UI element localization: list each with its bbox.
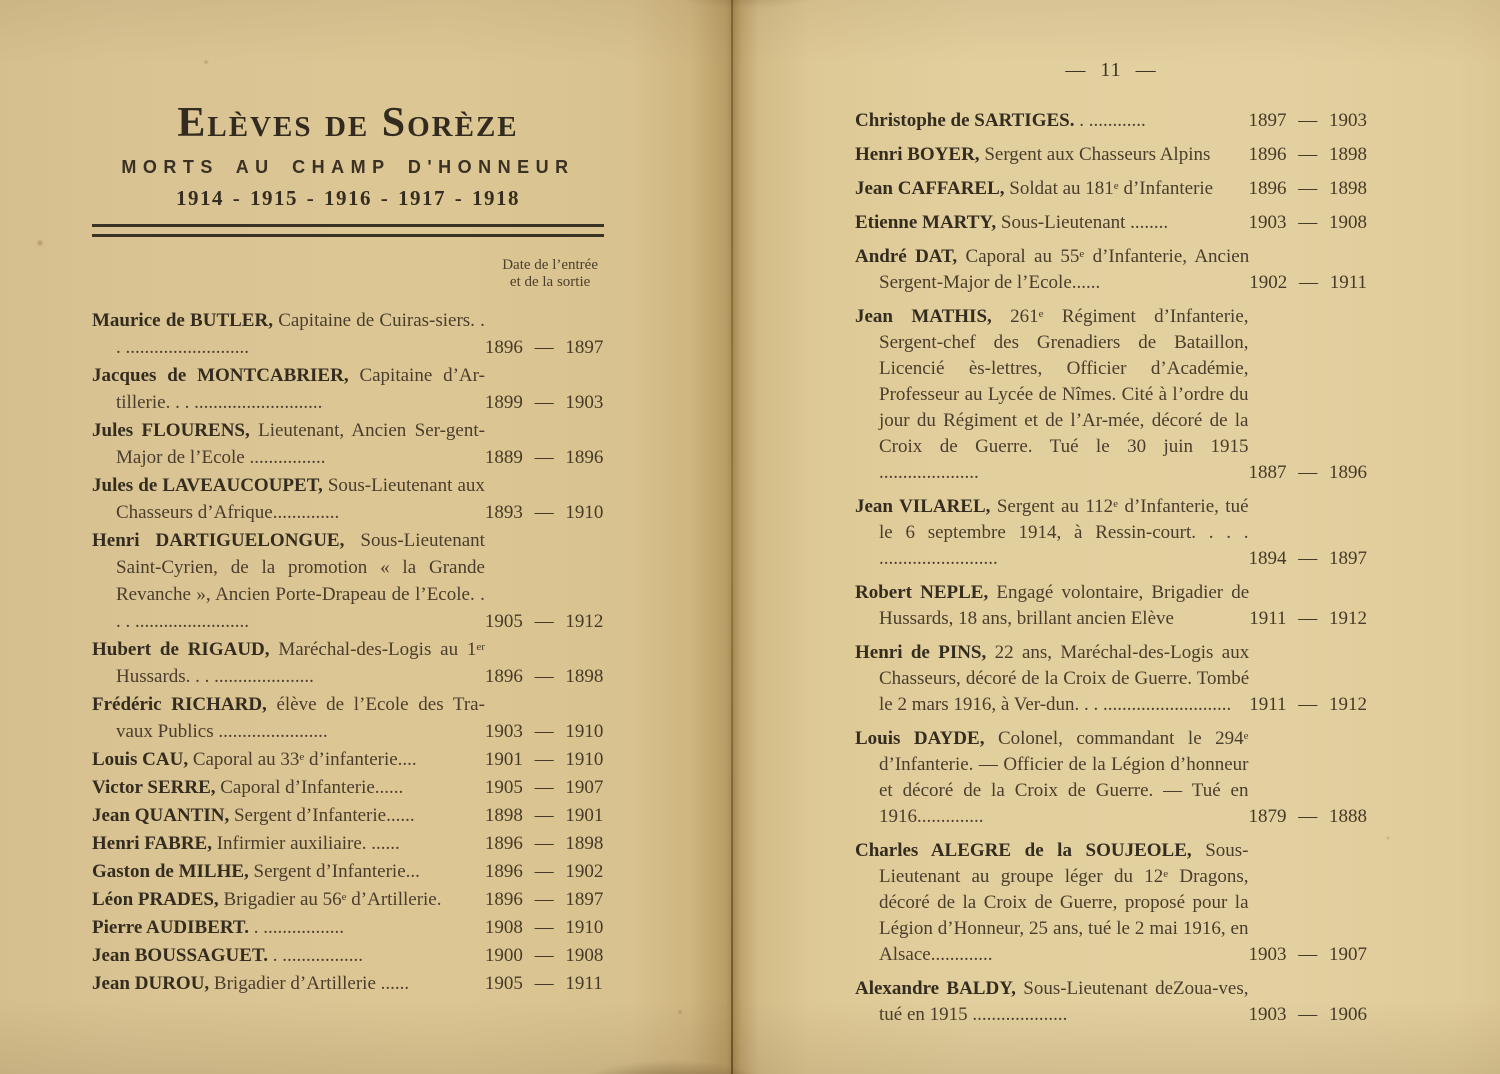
entry-description: élève de l’Ecole des Tra-vaux Publics ....................... <box>116 694 485 742</box>
entry-years: 1898 — 1901 <box>484 805 604 826</box>
date-header-line2: et de la sortie <box>509 274 591 290</box>
entry-description: 261e Régiment d’Infanterie, Sergent-chef des Grenadiers de Bataillon, Licencié ès-lettres, Officier d’Académie, Professeur au Lycée de Nîmes. Cité à l’ordre du jour du Régiment et de l’Ar-mée, décoré de la Croix de Guerre. Tué le 30 juin 1915 ..................... <box>879 306 1249 483</box>
entry-description: Sous-Lieutenant ........ <box>1000 212 1169 233</box>
entry-years: 1903 — 1910 <box>484 721 604 742</box>
entry-text <box>92 472 485 526</box>
memorial-entry <box>92 362 604 416</box>
entry-years: 1887 — 1896 <box>1248 462 1367 483</box>
entry-text <box>92 417 485 471</box>
date-header-line1: Date de l’entrée <box>502 257 598 273</box>
entry-text <box>855 976 1249 1028</box>
entry-years: 1893 — 1910 <box>484 502 604 523</box>
entry-years: 1896 — 1898 <box>484 666 604 687</box>
entry-description: Maréchal-des-Logis au 1er Hussards. . . ..................... <box>116 639 485 687</box>
memorial-list-right <box>855 108 1367 1028</box>
entry-description: Sergent d’Infanterie... <box>253 861 420 882</box>
entry-text <box>855 726 1249 830</box>
title-divider <box>92 224 604 237</box>
entry-description: Engagé volontaire, Brigadier de Hussards, 18 ans, brillant ancien Elève <box>879 582 1250 629</box>
entry-name: Etienne MARTY, <box>855 212 997 233</box>
memorial-entry <box>855 210 1367 236</box>
entry-text <box>855 142 1249 168</box>
entry-name: Jean DUROU, <box>92 973 210 994</box>
entry-name: Henri de PINS, <box>855 642 987 663</box>
entry-description: 22 ans, Maréchal-des-Logis aux Chasseurs, décoré de la Croix de Guerre. Tombé le 2 mars 1916, à Ver-dun. . . ........................... <box>879 642 1250 715</box>
entry-name: André DAT, <box>855 246 958 267</box>
memorial-entry <box>855 580 1367 632</box>
entry-text <box>855 640 1249 718</box>
memorial-list-left <box>92 307 604 997</box>
entry-description: . ............ <box>1079 110 1146 131</box>
entry-text <box>92 970 485 997</box>
entry-name: Jean QUANTIN, <box>92 805 230 826</box>
entry-description: Sous-Lieutenant au groupe léger du 12e Dragons, décoré de la Croix de Guerre, proposé pour la Légion d’Honneur, 25 ans, tué le 2 mai 1916, en Alsace............. <box>879 840 1249 965</box>
memorial-entry <box>92 802 604 829</box>
entry-text <box>855 244 1249 296</box>
entry-description: . ................. <box>253 917 344 938</box>
memorial-entry <box>92 942 604 969</box>
entry-name: Jean MATHIS, <box>855 306 992 327</box>
entry-name: Christophe de SARTIGES. <box>855 110 1075 131</box>
entry-years: 1903 — 1906 <box>1248 1004 1367 1025</box>
entry-text <box>92 691 485 745</box>
entry-name: Henri BOYER, <box>855 144 980 165</box>
entry-years: 1905 — 1912 <box>484 611 604 632</box>
entry-years: 1897 — 1903 <box>1248 110 1367 131</box>
entry-years: 1911 — 1912 <box>1249 694 1367 715</box>
entry-text <box>92 858 485 885</box>
entry-years: 1896 — 1902 <box>484 861 604 882</box>
memorial-entry <box>855 108 1367 134</box>
entry-years: 1896 — 1898 <box>1248 178 1367 199</box>
entry-description: Brigadier au 56e d’Artillerie. <box>223 889 442 910</box>
entry-description: Soldat au 181e d’Infanterie <box>1009 178 1214 199</box>
entry-name: Charles ALEGRE de la SOUJEOLE, <box>855 840 1192 861</box>
gutter-crease <box>731 0 733 1074</box>
entry-name: Jean CAFFAREL, <box>855 178 1005 199</box>
entry-description: Caporal au 55e d’Infanterie, Ancien Sergent-Major de l’Ecole...... <box>879 246 1250 293</box>
entry-name: Louis DAYDE, <box>855 728 985 749</box>
page-title: Elèves de Sorèze <box>177 100 519 146</box>
memorial-entry <box>92 746 604 773</box>
entry-text <box>92 914 485 941</box>
entry-description: Capitaine de Cuiras-siers. . . .......................... <box>116 310 485 358</box>
entry-text <box>855 108 1249 134</box>
entry-text <box>92 886 485 913</box>
memorial-entry <box>855 244 1367 296</box>
entry-description: Sergent aux Chasseurs Alpins <box>984 144 1211 165</box>
entry-text <box>92 527 485 635</box>
entry-years: 1905 — 1907 <box>484 777 604 798</box>
page-subtitle: MORTS AU CHAMP D'HONNEUR <box>121 157 575 177</box>
entry-text <box>92 774 485 801</box>
entry-name: Jules de LAVEAUCOUPET, <box>92 475 323 496</box>
memorial-entry <box>92 472 604 526</box>
memorial-entry <box>92 858 604 885</box>
page-right <box>855 58 1367 1036</box>
entry-name: Frédéric RICHARD, <box>92 694 267 715</box>
memorial-entry <box>92 886 604 913</box>
entry-years: 1896 — 1898 <box>484 833 604 854</box>
entry-text <box>855 494 1249 572</box>
memorial-entry <box>92 527 604 635</box>
entry-text <box>92 362 485 416</box>
memorial-entry <box>855 494 1367 572</box>
entry-years: 1905 — 1911 <box>484 973 603 994</box>
entry-name: Maurice de BUTLER, <box>92 310 273 331</box>
memorial-entry <box>855 304 1367 486</box>
entry-years: 1900 — 1908 <box>484 945 604 966</box>
entry-years: 1879 — 1888 <box>1248 806 1367 827</box>
years-range: 1914 - 1915 - 1916 - 1917 - 1918 <box>176 186 520 210</box>
memorial-entry <box>92 417 604 471</box>
entry-description: Sergent d’Infanterie...... <box>233 805 415 826</box>
entry-description: Infirmier auxiliaire. ...... <box>216 833 400 854</box>
entry-description: Colonel, commandant le 294e d’Infanterie. — Officier de la Légion d’honneur et décoré de la Croix de Guerre. — Tué en 1916.............. <box>879 728 1249 827</box>
entry-text <box>92 802 485 829</box>
page-number: — 11 — <box>1065 59 1157 81</box>
entry-years: 1903 — 1907 <box>1248 944 1367 965</box>
entry-description: Sous-Lieutenant aux Chasseurs d’Afrique.............. <box>116 475 485 523</box>
entry-description: Sergent au 112e d’Infanterie, tué le 6 septembre 1914, à Ressin-court. . . . ......................... <box>879 496 1249 569</box>
memorial-entry <box>855 976 1367 1028</box>
entry-name: Henri DARTIGUELONGUE, <box>92 530 345 551</box>
entry-name: Hubert de RIGAUD, <box>92 639 270 660</box>
memorial-entry <box>92 914 604 941</box>
memorial-entry <box>92 691 604 745</box>
page-left <box>92 100 604 998</box>
entry-text <box>855 838 1249 968</box>
entry-description: Sous-Lieutenant Saint-Cyrien, de la promotion « la Grande Revanche », Ancien Porte-Drapeau de l’Ecole. . . . ........................ <box>116 530 485 632</box>
entry-years: 1896 — 1897 <box>484 889 604 910</box>
entry-name: Robert NEPLE, <box>855 582 989 603</box>
entry-name: Louis CAU, <box>92 749 189 770</box>
entry-description: Caporal au 33e d’infanterie.... <box>192 749 417 770</box>
entry-name: Jean BOUSSAGUET. <box>92 945 268 966</box>
entry-years: 1894 — 1897 <box>1248 548 1367 569</box>
entry-name: Gaston de MILHE, <box>92 861 249 882</box>
entry-text <box>92 307 485 361</box>
entry-name: Victor SERRE, <box>92 777 216 798</box>
entry-name: Léon PRADES, <box>92 889 219 910</box>
entry-years: 1902 — 1911 <box>1249 272 1367 293</box>
memorial-entry <box>855 142 1367 168</box>
memorial-entry <box>855 838 1367 968</box>
memorial-entry <box>855 726 1367 830</box>
entry-text <box>92 746 485 773</box>
entry-description: . ................. <box>272 945 363 966</box>
entry-text <box>855 580 1249 632</box>
entry-years: 1901 — 1910 <box>484 749 604 770</box>
entry-name: Jules FLOURENS, <box>92 420 250 441</box>
entry-text <box>855 210 1249 236</box>
entry-description: Capitaine d’Ar-tillerie. . . ........................... <box>116 365 485 413</box>
entry-text <box>92 942 485 969</box>
date-column-header <box>92 257 604 291</box>
memorial-entry <box>92 636 604 690</box>
entry-years: 1896 — 1898 <box>1248 144 1367 165</box>
memorial-entry <box>92 830 604 857</box>
memorial-entry <box>855 640 1367 718</box>
entry-name: Jacques de MONTCABRIER, <box>92 365 349 386</box>
memorial-entry <box>855 176 1367 202</box>
entry-years: 1911 — 1912 <box>1249 608 1367 629</box>
memorial-entry <box>92 307 604 361</box>
entry-years: 1908 — 1910 <box>484 917 604 938</box>
entry-description: Brigadier d’Artillerie ...... <box>213 973 410 994</box>
memorial-entry <box>92 970 604 997</box>
entry-description: Sous-Lieutenant deZoua-ves, tué en 1915 .................... <box>879 978 1249 1025</box>
entry-years: 1896 — 1897 <box>484 337 604 358</box>
entry-years: 1889 — 1896 <box>484 447 604 468</box>
entry-text <box>92 636 485 690</box>
entry-description: Lieutenant, Ancien Ser-gent-Major de l’Ecole ................ <box>116 420 485 468</box>
memorial-entry <box>92 774 604 801</box>
entry-text <box>855 304 1249 486</box>
entry-description: Caporal d’Infanterie...... <box>220 777 404 798</box>
entry-name: Alexandre BALDY, <box>855 978 1016 999</box>
entry-text <box>855 176 1249 202</box>
entry-name: Pierre AUDIBERT. <box>92 917 249 938</box>
entry-name: Henri FABRE, <box>92 833 212 854</box>
entry-name: Jean VILAREL, <box>855 496 991 517</box>
entry-text <box>92 830 485 857</box>
entry-years: 1899 — 1903 <box>484 392 604 413</box>
entry-years: 1903 — 1908 <box>1248 212 1367 233</box>
